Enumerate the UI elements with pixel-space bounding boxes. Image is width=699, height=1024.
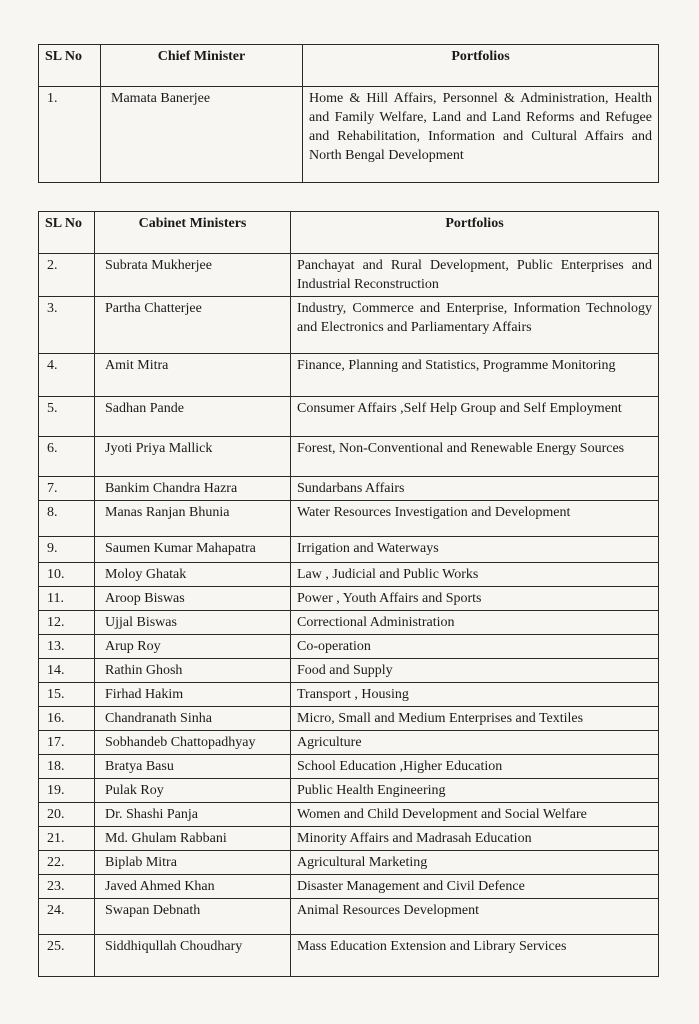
portfolio-cell: Mass Education Extension and Library Services [291, 935, 659, 977]
sl-no-cell: 18. [39, 755, 95, 779]
table-row [39, 87, 659, 183]
portfolio-cell: Finance, Planning and Statistics, Programme Monitoring [291, 354, 659, 397]
sl-no-header: SL No [39, 212, 95, 254]
sl-no-cell: 3. [39, 297, 95, 354]
minister-name-cell: Pulak Roy [95, 779, 291, 803]
table-row [39, 635, 659, 659]
table-row [39, 477, 659, 501]
table-row [39, 501, 659, 537]
sl-no-cell: 14. [39, 659, 95, 683]
portfolio-cell: Minority Affairs and Madrasah Education [291, 827, 659, 851]
table-row [39, 779, 659, 803]
minister-name-cell: Javed Ahmed Khan [95, 875, 291, 899]
sl-no-cell: 15. [39, 683, 95, 707]
table-row [39, 803, 659, 827]
minister-name-cell: Arup Roy [95, 635, 291, 659]
chief-minister-header: Chief Minister [101, 45, 303, 87]
portfolios-header: Portfolios [303, 45, 659, 87]
portfolio-cell: Consumer Affairs ,Self Help Group and Self Employment [291, 397, 659, 437]
portfolio-cell: Micro, Small and Medium Enterprises and Textiles [291, 707, 659, 731]
portfolio-cell: Industry, Commerce and Enterprise, Information Technology and Electronics and Parliamentary Affairs [291, 297, 659, 354]
portfolio-cell: Food and Supply [291, 659, 659, 683]
minister-name-cell: Md. Ghulam Rabbani [95, 827, 291, 851]
table-row [39, 587, 659, 611]
sl-no-cell: 13. [39, 635, 95, 659]
sl-no-cell: 1. [39, 87, 101, 183]
table-row [39, 875, 659, 899]
portfolio-cell: Forest, Non-Conventional and Renewable Energy Sources [291, 437, 659, 477]
minister-name-cell: Aroop Biswas [95, 587, 291, 611]
minister-name-cell: Subrata Mukherjee [95, 254, 291, 297]
chief-header-row [39, 45, 659, 87]
minister-name-cell: Ujjal Biswas [95, 611, 291, 635]
table-row [39, 297, 659, 354]
table-row [39, 827, 659, 851]
minister-name-cell: Saumen Kumar Mahapatra [95, 537, 291, 563]
minister-name-cell: Chandranath Sinha [95, 707, 291, 731]
sl-no-cell: 24. [39, 899, 95, 935]
sl-no-cell: 9. [39, 537, 95, 563]
sl-no-cell: 8. [39, 501, 95, 537]
table-row [39, 899, 659, 935]
minister-name-cell: Dr. Shashi Panja [95, 803, 291, 827]
portfolio-cell: Agriculture [291, 731, 659, 755]
portfolio-cell: Irrigation and Waterways [291, 537, 659, 563]
sl-no-cell: 7. [39, 477, 95, 501]
portfolios-header: Portfolios [291, 212, 659, 254]
sl-no-cell: 5. [39, 397, 95, 437]
table-row [39, 563, 659, 587]
portfolio-cell: Law , Judicial and Public Works [291, 563, 659, 587]
minister-name-cell: Swapan Debnath [95, 899, 291, 935]
portfolio-cell: School Education ,Higher Education [291, 755, 659, 779]
portfolio-cell: Transport , Housing [291, 683, 659, 707]
portfolio-cell: Agricultural Marketing [291, 851, 659, 875]
table-row [39, 437, 659, 477]
portfolio-cell: Correctional Administration [291, 611, 659, 635]
sl-no-cell: 12. [39, 611, 95, 635]
sl-no-cell: 4. [39, 354, 95, 397]
sl-no-cell: 23. [39, 875, 95, 899]
table-row [39, 851, 659, 875]
sl-no-cell: 21. [39, 827, 95, 851]
minister-name-cell: Mamata Banerjee [101, 87, 303, 183]
sl-no-cell: 6. [39, 437, 95, 477]
table-row [39, 254, 659, 297]
sl-no-cell: 10. [39, 563, 95, 587]
table-row [39, 611, 659, 635]
table-row [39, 537, 659, 563]
minister-name-cell: Siddhiqullah Choudhary [95, 935, 291, 977]
sl-no-cell: 25. [39, 935, 95, 977]
table-row [39, 755, 659, 779]
minister-name-cell: Jyoti Priya Mallick [95, 437, 291, 477]
minister-name-cell: Biplab Mitra [95, 851, 291, 875]
minister-name-cell: Manas Ranjan Bhunia [95, 501, 291, 537]
minister-name-cell: Firhad Hakim [95, 683, 291, 707]
table-row [39, 397, 659, 437]
portfolio-cell: Disaster Management and Civil Defence [291, 875, 659, 899]
sl-no-cell: 17. [39, 731, 95, 755]
table-row [39, 659, 659, 683]
minister-name-cell: Rathin Ghosh [95, 659, 291, 683]
portfolio-cell: Public Health Engineering [291, 779, 659, 803]
minister-name-cell: Amit Mitra [95, 354, 291, 397]
minister-name-cell: Bratya Basu [95, 755, 291, 779]
table-row [39, 354, 659, 397]
minister-name-cell: Sadhan Pande [95, 397, 291, 437]
minister-name-cell: Partha Chatterjee [95, 297, 291, 354]
portfolio-cell: Home & Hill Affairs, Personnel & Administration, Health and Family Welfare, Land and Land Reforms and Refugee and Rehabilitation, Information and Cultural Affairs and North Bengal Development [303, 87, 659, 183]
sl-no-cell: 2. [39, 254, 95, 297]
portfolio-cell: Power , Youth Affairs and Sports [291, 587, 659, 611]
table-row [39, 731, 659, 755]
portfolio-cell: Women and Child Development and Social Welfare [291, 803, 659, 827]
sl-no-cell: 19. [39, 779, 95, 803]
cabinet-ministers-table [38, 211, 659, 977]
portfolio-cell: Co-operation [291, 635, 659, 659]
sl-no-cell: 22. [39, 851, 95, 875]
minister-name-cell: Bankim Chandra Hazra [95, 477, 291, 501]
minister-name-cell: Moloy Ghatak [95, 563, 291, 587]
sl-no-header: SL No [39, 45, 101, 87]
table-row [39, 707, 659, 731]
minister-name-cell: Sobhandeb Chattopadhyay [95, 731, 291, 755]
table-row [39, 935, 659, 977]
cabinet-header-row [39, 212, 659, 254]
portfolio-cell: Animal Resources Development [291, 899, 659, 935]
cabinet-ministers-header: Cabinet Ministers [95, 212, 291, 254]
sl-no-cell: 16. [39, 707, 95, 731]
chief-minister-table [38, 44, 659, 183]
sl-no-cell: 20. [39, 803, 95, 827]
portfolio-cell: Sundarbans Affairs [291, 477, 659, 501]
portfolio-cell: Panchayat and Rural Development, Public Enterprises and Industrial Reconstruction [291, 254, 659, 297]
table-row [39, 683, 659, 707]
portfolio-cell: Water Resources Investigation and Development [291, 501, 659, 537]
sl-no-cell: 11. [39, 587, 95, 611]
